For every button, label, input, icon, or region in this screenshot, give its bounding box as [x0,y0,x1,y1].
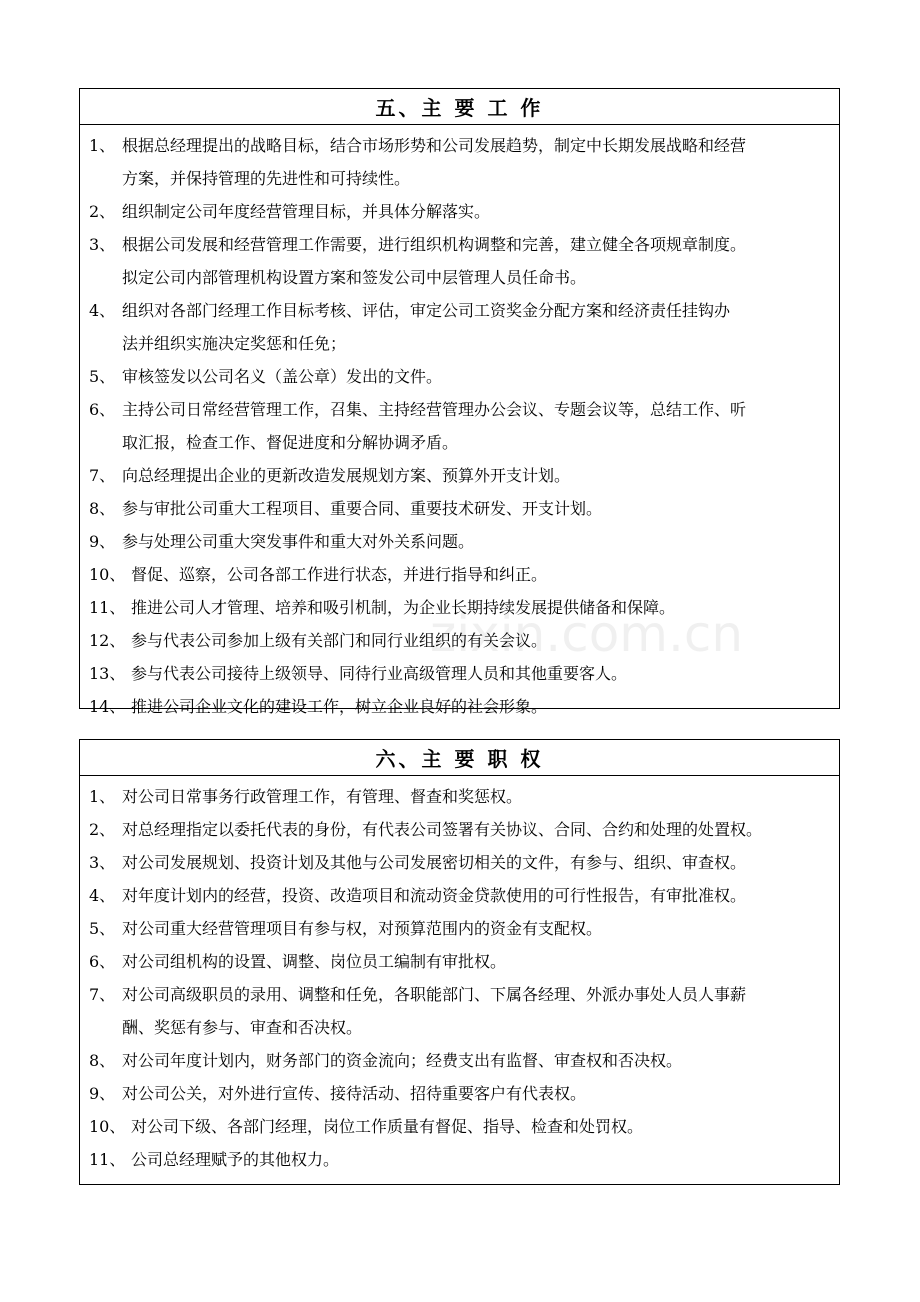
list-item [89,228,831,294]
list-item [89,393,831,459]
list-item [89,945,831,978]
item-number: 6、 [89,952,116,971]
item-text-line: 根据总经理提出的战略目标，结合市场形势和公司发展趋势，制定中长期发展战略和经营 [122,136,747,155]
item-text-line: 组织对各部门经理工作目标考核、评估，审定公司工资奖金分配方案和经济责任挂钩办 [122,301,731,320]
list-item [89,846,831,879]
item-text-line: 对公司公关，对外进行宣传、接待活动、招待重要客户有代表权。 [122,1084,587,1103]
list-item [89,129,831,195]
list-item [89,978,831,1044]
item-number: 4、 [89,301,116,320]
item-text-line: 推进公司人才管理、培养和吸引机制，为企业长期持续发展提供储备和保障。 [131,598,676,617]
item-text-line: 推进公司企业文化的建设工作，树立企业良好的社会形象。 [131,697,548,716]
item-number: 2、 [89,820,116,839]
item-text-line: 参与处理公司重大突发事件和重大对外关系问题。 [122,532,475,551]
item-text-line: 对公司组机构的设置、调整、岗位员工编制有审批权。 [122,952,507,971]
item-number: 7、 [89,466,116,485]
item-number: 1、 [89,787,116,806]
item-number: 9、 [89,532,116,551]
list-item [89,690,831,723]
list-item [89,1110,831,1143]
list-item [89,1143,831,1176]
item-number: 2、 [89,202,116,221]
list-item [89,195,831,228]
item-number: 13、 [89,664,126,683]
list-item [89,492,831,525]
item-text-line: 方案，并保持管理的先进性和可持续性。 [122,169,411,188]
section-main-work [79,88,840,716]
section-five-title: 五、主 要 工 作 [80,89,839,125]
item-text-line: 酬、奖惩有参与、审查和否决权。 [122,1018,363,1037]
item-text-line: 对公司发展规划、投资计划及其他与公司发展密切相关的文件，有参与、组织、审查权。 [122,853,747,872]
item-text-line: 参与审批公司重大工程项目、重要合同、重要技术研发、开支计划。 [122,499,603,518]
list-item [89,591,831,624]
item-text-line: 向总经理提出企业的更新改造发展规划方案、预算外开支计划。 [122,466,571,485]
list-item [89,879,831,912]
item-number: 3、 [89,853,116,872]
item-text-line: 参与代表公司接待上级领导、同待行业高级管理人员和其他重要客人。 [131,664,628,683]
item-number: 8、 [89,1051,116,1070]
item-text-line: 对年度计划内的经营，投资、改造项目和流动资金贷款使用的可行性报告，有审批准权。 [122,886,747,905]
item-number: 5、 [89,367,116,386]
item-text-line: 督促、巡察，公司各部工作进行状态，并进行指导和纠正。 [131,565,548,584]
item-number: 14、 [89,697,126,716]
list-item [89,813,831,846]
item-number: 8、 [89,499,116,518]
section-six-title: 六、主 要 职 权 [80,740,839,776]
item-number: 6、 [89,400,116,419]
list-item [89,459,831,492]
list-item [89,912,831,945]
item-text-line: 对公司日常事务行政管理工作，有管理、督查和奖惩权。 [122,787,523,806]
main-authority-list [80,776,839,1176]
item-text-line: 对公司高级职员的录用、调整和任免，各职能部门、下属各经理、外派办事处人员人事薪 [122,985,747,1004]
list-item [89,1077,831,1110]
item-number: 12、 [89,631,126,650]
list-item [89,1044,831,1077]
list-item [89,624,831,657]
item-number: 1、 [89,136,116,155]
item-text-line: 取汇报，检查工作、督促进度和分解协调矛盾。 [122,433,459,452]
list-item [89,558,831,591]
item-number: 7、 [89,985,116,1004]
watermark: zixin.com.cn [430,605,744,663]
item-number: 3、 [89,235,116,254]
item-number: 11、 [89,598,126,617]
list-item [89,657,831,690]
item-text-line: 审核签发以公司名义（盖公章）发出的文件。 [122,367,443,386]
item-text-line: 对公司下级、各部门经理，岗位工作质量有督促、指导、检查和处罚权。 [131,1117,644,1136]
item-number: 4、 [89,886,116,905]
list-item [89,360,831,393]
item-number: 5、 [89,919,116,938]
item-text-line: 主持公司日常经营管理工作，召集、主持经营管理办公会议、专题会议等，总结工作、听 [122,400,747,419]
item-text-line: 拟定公司内部管理机构设置方案和签发公司中层管理人员任命书。 [122,268,587,287]
item-number: 10、 [89,1117,126,1136]
list-item [89,525,831,558]
section-main-authority [79,739,840,1185]
item-number: 9、 [89,1084,116,1103]
item-text-line: 参与代表公司参加上级有关部门和同行业组织的有关会议。 [131,631,548,650]
item-text-line: 组织制定公司年度经营管理目标，并具体分解落实。 [122,202,491,221]
main-work-list [80,125,839,723]
item-number: 10、 [89,565,126,584]
item-text-line: 对公司年度计划内，财务部门的资金流向；经费支出有监督、审查权和否决权。 [122,1051,683,1070]
item-text-line: 对公司重大经营管理项目有参与权，对预算范围内的资金有支配权。 [122,919,603,938]
list-item [89,294,831,360]
item-text-line: 法并组织实施决定奖惩和任免； [122,334,347,353]
list-item [89,780,831,813]
item-number: 11、 [89,1150,126,1169]
item-text-line: 对总经理指定以委托代表的身份，有代表公司签署有关协议、合同、合约和处理的处置权。 [122,820,763,839]
item-text-line: 公司总经理赋予的其他权力。 [131,1150,340,1169]
item-text-line: 根据公司发展和经营管理工作需要，进行组织机构调整和完善，建立健全各项规章制度。 [122,235,747,254]
